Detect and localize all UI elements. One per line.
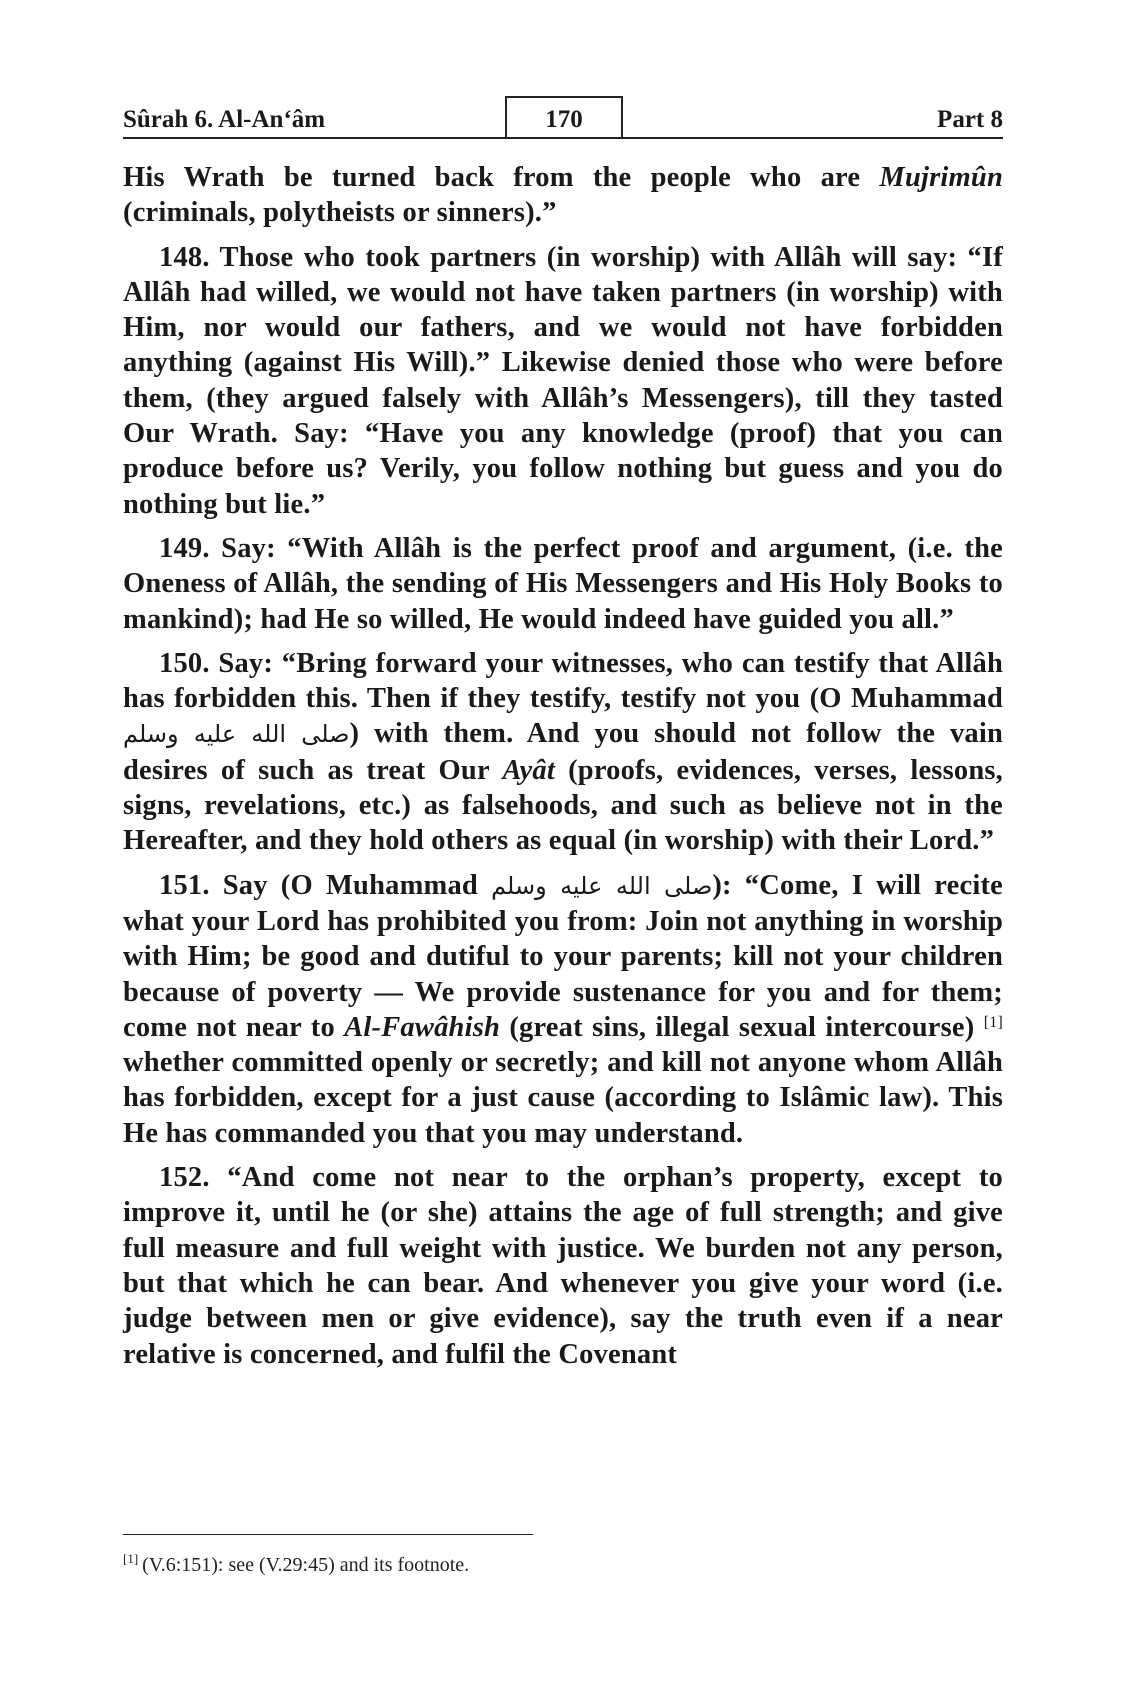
body-text [123,160,1003,1372]
text-run: (proofs, evidences, verses, lessons, signs, revelations, etc.) as falsehoods, and such as believe not in the Hereafter, and they hold others as equal (in worship) with their Lord.” [123,754,1003,857]
page [123,96,1003,1372]
arabic-salutation: صلى الله عليه وسلم [491,871,713,900]
footnote-text: (V.6:151): see (V.29:45) and its footnote. [142,1554,470,1576]
text-run: ) with them. And you should not follow the vain desires of such as treat Our [123,718,1004,786]
page-number: 170 [505,96,623,137]
paragraph-continued [123,160,1003,231]
verse-151 [123,868,1003,1151]
verse-152: 152. “And come not near to the orphan’s property, except to improve it, until he (or she) attains the age of full strength; and give full measure and full weight with justice. We burden not any person, but that which he can bear. And whenever you give your word (i.e. judge between men or give evidence), say the truth even if a near relative is concerned, and fulfil the Covenant [123,1162,1003,1370]
verse-150 [123,646,1003,859]
text-run: whether committed openly or secretly; and kill not anyone whom Allâh has forbidden, except for a just cause (according to Islâmic law). This He has commanded you that you may understand. [123,1047,1003,1149]
arabic-salutation: صلى الله عليه وسلم [123,720,350,749]
part-label: Part 8 [937,106,1003,133]
footnote [123,1551,469,1577]
running-header [123,96,1003,140]
footnote-reference[interactable]: [1] [983,1013,1003,1031]
text-run: 151. Say (O Muhammad [159,869,492,901]
header-rule [123,137,1003,139]
text-run: His Wrath be turned back from the people who are [123,162,880,193]
italic-term: Mujrimûn [879,162,1003,193]
footnote-mark: [1] [123,1551,139,1566]
italic-term: Al-Fawâhish [344,1011,501,1043]
footnote-rule [123,1534,533,1535]
text-run: (great sins, illegal sexual intercourse) [500,1011,984,1043]
surah-title: Sûrah 6. Al-An‘âm [123,106,326,133]
text-run: ): “Come, I will recite what your Lord has prohibited you from: Join not anything in worship with Him; be good and dutiful to your parents; kill not your children because of poverty — We provide sustenance for you and for them; come not near to [123,869,1003,1043]
text-run: (criminals, polytheists or sinners).” [123,197,557,229]
text-run: 150. Say: “Bring forward your witnesses, who can testify that Allâh has forbidden this. Then if they testify, testify not you (O Muhammad [123,647,1003,715]
verse-149: 149. Say: “With Allâh is the perfect proof and argument, (i.e. the Oneness of Allâh, the sending of His Messengers and His Holy Books to mankind); had He so willed, He would indeed have guided you all.” [123,532,1003,635]
verse-148: 148. Those who took partners (in worship) with Allâh will say: “If Allâh had willed, we would not have taken partners (in worship) with Him, nor would our fathers, and we would not have forbidden anything (against His Will).” Likewise denied those who were before them, (they argued falsely with Allâh’s Messengers), till they tasted Our Wrath. Say: “Have you any knowledge (proof) that you can produce before us? Verily, you follow nothing but guess and you do nothing but lie.” [123,241,1003,520]
italic-term: Ayât [502,754,555,786]
